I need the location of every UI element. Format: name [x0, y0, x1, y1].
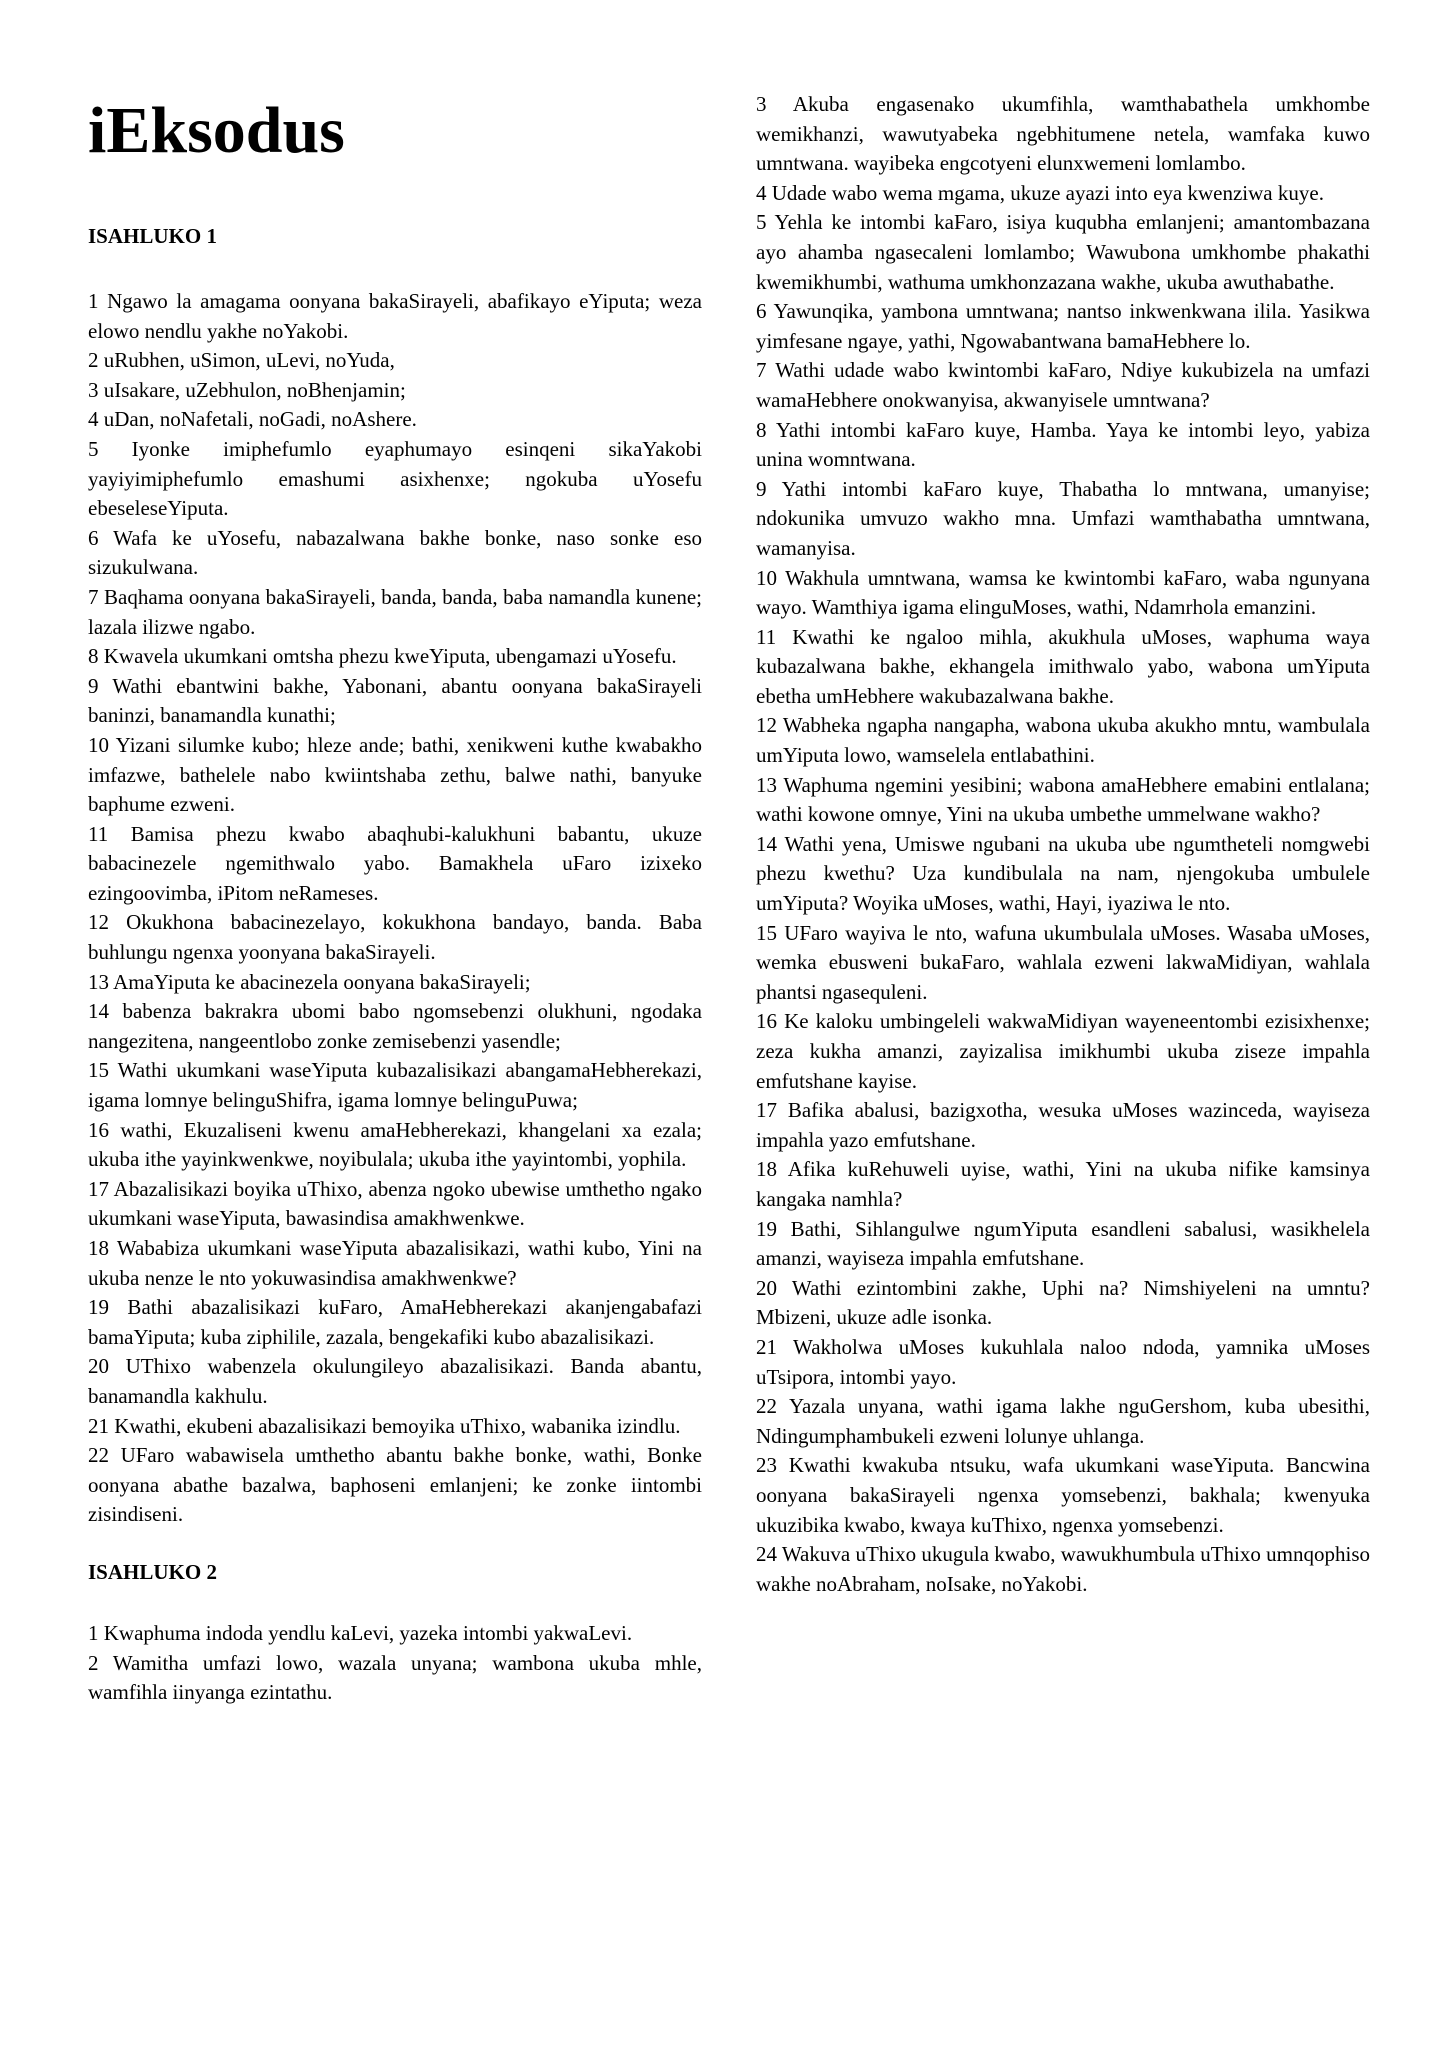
verse: 2 uRubhen, uSimon, uLevi, noYuda, — [88, 348, 395, 373]
verse: 13 Waphuma ngemini yesibini; wabona amaHebhere emabini entlalana; wathi kowone omnye, Yini na ukuba umbethe ummelwane wakho? — [756, 772, 1370, 827]
verse: 23 Kwathi kwakuba ntsuku, wafa ukumkani waseYiputa. Bancwina oonyana bakaSirayeli ngenxa yomsebenzi, bakhala; kwenyuka ukuzibika kwabo, kwaya kuThixo, ngenxa yomsebenzi. — [756, 1453, 1370, 1537]
verse: 3 uIsakare, uZebhulon, noBhenjamin; — [88, 377, 406, 402]
verse: 17 Abazalisikazi boyika uThixo, abenza ngoko ubewise umthetho ngako ukumkani waseYiputa, bawasindisa amakhwenkwe. — [88, 1176, 702, 1231]
verse: 3 Akuba engasenako ukumfihla, wamthabathela umkhombe wemikhanzi, wawutyabeka ngebhitumene netela, wamfaka kuwo umntwana. wayibeka engcotyeni elunxwemeni lomlambo. — [756, 92, 1370, 176]
verse: 15 UFaro wayiva le nto, wafuna ukumbulala uMoses. Wasaba uMoses, wemka ebusweni bukaFaro, wahlala ezweni lakwaMidiyan, wahlala phantsi ngasequleni. — [756, 920, 1370, 1004]
verse: 10 Wakhula umntwana, wamsa ke kwintombi kaFaro, waba ngunyana wayo. Wamthiya igama elinguMoses, wathi, Ndamrhola emanzini. — [756, 565, 1370, 620]
left-column — [88, 0, 702, 1708]
verse: 4 uDan, noNafetali, noGadi, noAshere. — [88, 407, 417, 432]
verse: 10 Yizani silumke kubo; hleze ande; bathi, xenikweni kuthe kwabakho imfazwe, bathelele nabo kwiintshaba zethu, balwe nathi, banyuke baphume ezweni. — [88, 732, 702, 817]
verse: 7 Wathi udade wabo kwintombi kaFaro, Ndiye kukubizela na umfazi wamaHebhere onokwanyisa, akwanyisele umntwana? — [756, 358, 1370, 412]
verse: 21 Kwathi, ekubeni abazalisikazi bemoyika uThixo, wabanika izindlu. — [88, 1413, 681, 1438]
verse: 14 Wathi yena, Umiswe ngubani na ukuba ube ngumtheteli nomgwebi phezu kwethu? Uza kundibulala na nam, njengokuba umbulele umYiputa? Woyika uMoses, wathi, Hayi, iyaziwa le nto. — [756, 831, 1370, 916]
verse: 8 Kwavela ukumkani omtsha phezu kweYiputa, ubengamazi uYosefu. — [88, 644, 677, 669]
verse: 8 Yathi intombi kaFaro kuye, Hamba. Yaya ke intombi leyo, yabiza unina womntwana. — [756, 417, 1370, 472]
verse: 15 Wathi ukumkani waseYiputa kubazalisikazi abangamaHebherekazi, igama lomnye belinguShifra, igama lomnye belinguPuwa; — [88, 1058, 702, 1113]
verse: 22 Yazala unyana, wathi igama lakhe nguGershom, kuba ubesithi, Ndingumphambukeli ezweni lolunye uhlanga. — [756, 1394, 1370, 1448]
book-title: iEksodus — [88, 94, 345, 167]
verse: 12 Wabheka ngapha nangapha, wabona ukuba akukho mntu, wambulala umYiputa lowo, wamselela entlabathini. — [756, 713, 1370, 768]
verse: 6 Yawunqika, yambona umntwana; nantso inkwenkwana ilila. Yasikwa yimfesane ngaye, yathi, Ngowabantwana bamaHebhere lo. — [756, 299, 1370, 353]
chapter-1-verses — [88, 287, 702, 1530]
verse: 7 Baqhama oonyana bakaSirayeli, banda, banda, baba namandla kunene; lazala ilizwe ngabo. — [88, 584, 702, 639]
verse: 18 Wababiza ukumkani waseYiputa abazalisikazi, wathi kubo, Yini na ukuba nenze le nto yokuwasindisa amakhwenkwe? — [88, 1236, 702, 1290]
verse: 20 UThixo wabenzela okulungileyo abazalisikazi. Banda abantu, banamandla kakhulu. — [88, 1354, 702, 1408]
verse: 11 Bamisa phezu kwabo abaqhubi-kalukhuni babantu, ukuze babacinezele ngemithwalo yabo. Bamakhela uFaro izixeko ezingoovimba, iPitom neRameses. — [88, 821, 702, 905]
verse: 5 Iyonke imiphefumlo eyaphumayo esinqeni sikaYakobi yayiyimiphefumlo emashumi asixhenxe; ngokuba uYosefu ebeseleseYiputa. — [88, 436, 702, 521]
verse: 19 Bathi, Sihlangulwe ngumYiputa esandleni sabalusi, wasikhelela amanzi, wayiseza impahla emfutshane. — [756, 1216, 1370, 1271]
verse: 21 Wakholwa uMoses kukuhlala naloo ndoda, yamnika uMoses uTsipora, intombi yayo. — [756, 1334, 1370, 1389]
verse: 12 Okukhona babacinezelayo, kokukhona bandayo, banda. Baba buhlungu ngenxa yoonyana bakaSirayeli. — [88, 910, 702, 965]
verse: 2 Wamitha umfazi lowo, wazala unyana; wambona ukuba mhle, wamfihla iinyanga ezintathu. — [88, 1650, 702, 1705]
verse: 11 Kwathi ke ngaloo mihla, akukhula uMoses, waphuma waya kubazalwana bakhe, ekhangela imithwalo yabo, wabona umYiputa ebetha umHebhere wakubazalwana bakhe. — [756, 624, 1370, 708]
verse: 1 Ngawo la amagama oonyana bakaSirayeli, abafikayo eYiputa; weza elowo nendlu yakhe noYakobi. — [88, 289, 702, 343]
verse: 4 Udade wabo wema mgama, ukuze ayazi into eya kwenziwa kuye. — [756, 180, 1324, 205]
verse: 13 AmaYiputa ke abacinezela oonyana bakaSirayeli; — [88, 969, 531, 994]
verse: 20 Wathi ezintombini zakhe, Uphi na? Nimshiyeleni na umntu? Mbizeni, ukuze adle isonka. — [756, 1275, 1370, 1330]
verse: 16 wathi, Ekuzaliseni kwenu amaHebherekazi, khangelani xa ezala; ukuba ithe yayinkwenkwe, noyibulala; ukuba ithe yayintombi, yophila. — [88, 1117, 702, 1172]
chapter-2-heading: ISAHLUKO 2 — [88, 1559, 217, 1584]
verse: 24 Wakuva uThixo ukugula kwabo, wawukhumbula uThixo umnqophiso wakhe noAbraham, noIsake, noYakobi. — [756, 1542, 1370, 1596]
verse: 6 Wafa ke uYosefu, nabazalwana bakhe bonke, naso sonke eso sizukulwana. — [88, 525, 702, 580]
chapter-1-heading: ISAHLUKO 1 — [88, 224, 217, 248]
verse: 14 babenza bakrakra ubomi babo ngomsebenzi olukhuni, ngodaka nangezitena, nangeentlobo zonke zemisebenzi yasendle; — [88, 999, 702, 1053]
verse: 17 Bafika abalusi, bazigxotha, wesuka uMoses wazinceda, wayiseza impahla yazo emfutshane. — [756, 1098, 1370, 1152]
chapter-2-verses-right — [756, 90, 1370, 1599]
verse: 5 Yehla ke intombi kaFaro, isiya kuqubha emlanjeni; amantombazana ayo ahamba ngasecaleni lomlambo; Wawubona umkhombe phakathi kwemikhumbi, wathuma umkhonzazana wakhe, ukuba awuthabathe. — [756, 210, 1370, 294]
verse: 22 UFaro wabawisela umthetho abantu bakhe bonke, wathi, Bonke oonyana abathe bazalwa, baphoseni emlanjeni; ke zonke iintombi zisindiseni. — [88, 1443, 702, 1527]
verse: 9 Yathi intombi kaFaro kuye, Thabatha lo mntwana, umanyise; ndokunika umvuzo wakho mna. Umfazi wamthabatha umntwana, wamanyisa. — [756, 476, 1370, 560]
verse: 16 Ke kaloku umbingeleli wakwaMidiyan wayeneentombi ezisixhenxe; zeza kukha amanzi, zayizalisa imikhumbi ukuba ziseze impahla emfutshane kayise. — [756, 1009, 1370, 1093]
verse: 19 Bathi abazalisikazi kuFaro, AmaHebherekazi akanjengabafazi bamaYiputa; kuba ziphilile, zazala, bengekafiki kubo abazalisikazi. — [88, 1295, 702, 1349]
verse: 9 Wathi ebantwini bakhe, Yabonani, abantu oonyana bakaSirayeli baninzi, banamandla kunathi; — [88, 673, 702, 728]
verse: 1 Kwaphuma indoda yendlu kaLevi, yazeka intombi yakwaLevi. — [88, 1620, 633, 1645]
chapter-2-verses-left — [88, 1619, 702, 1708]
verse: 18 Afika kuRehuweli uyise, wathi, Yini na ukuba nifike kamsinya kangaka namhla? — [756, 1157, 1370, 1211]
right-column — [756, 90, 1370, 1599]
